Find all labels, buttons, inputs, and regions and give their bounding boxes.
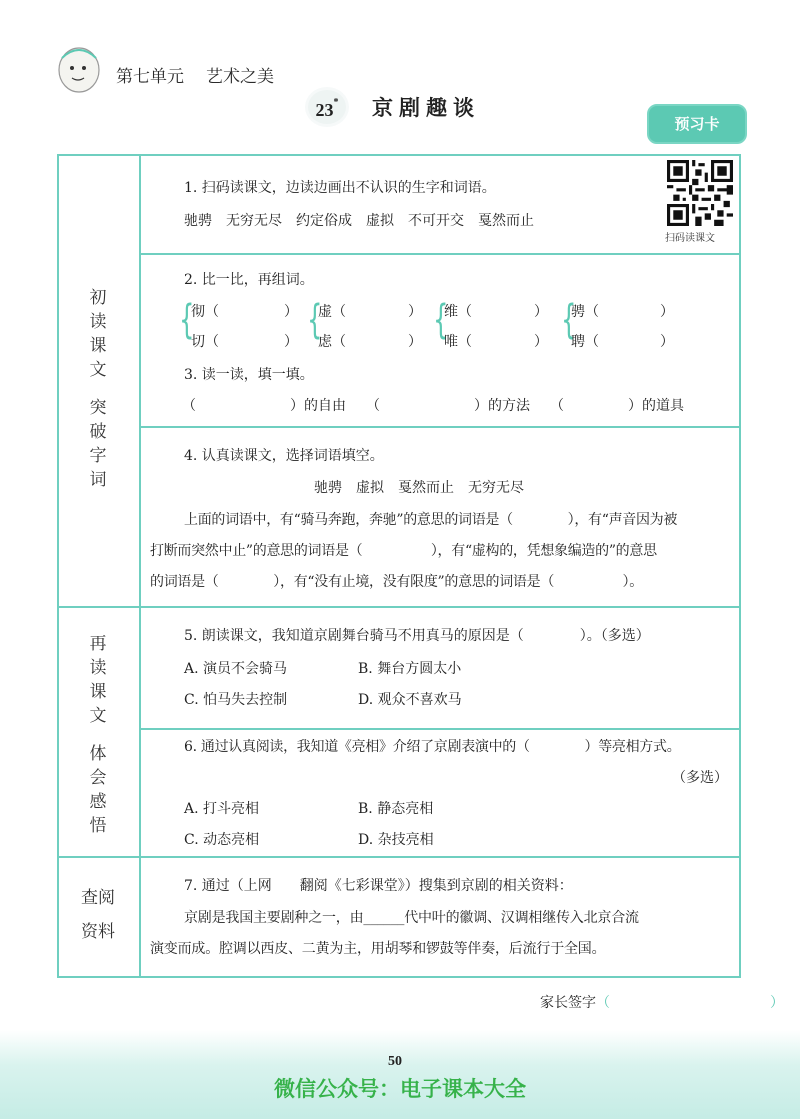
fill-label: ）的自由 [290, 398, 346, 414]
option-a[interactable]: A. 演员不会骑马 [184, 661, 288, 677]
qr-caption: 扫码读课文 [665, 233, 715, 244]
section-second-reading [57, 606, 141, 856]
section-label: 初 读 课 文 突 破 字 词 [89, 288, 107, 490]
fill-label: ）的方法 [474, 398, 530, 414]
close-paren: ） [534, 334, 548, 350]
multi-select-note: （多选） [672, 770, 728, 786]
close-paren: ） [284, 304, 298, 320]
option-d[interactable]: D. 杂技亮相 [358, 832, 434, 848]
compare-char: 聘（ [571, 334, 599, 350]
question-7-line: 演变而成。腔调以西皮、二黄为主，用胡琴和锣鼓等伴奏，后流行于全国。 [150, 941, 606, 957]
divider [57, 856, 741, 858]
section-first-reading [57, 154, 141, 606]
fill-label: ）的道具 [628, 398, 684, 414]
fill-blank[interactable]: （ [550, 398, 564, 414]
footer-wechat: 微信公众号：电子课本大全 [274, 1077, 526, 1101]
question-4-line: 打断而突然中止”的意思的词语是（ ），有“虚构的，凭想象编造的”的意思 [150, 543, 657, 559]
close-paren: ） [660, 334, 674, 350]
question-4-words: 驰骋 虚拟 戛然而止 无穷无尽 [314, 480, 524, 496]
lesson-number: 23* [308, 90, 346, 124]
option-b[interactable]: B. 舞台方圆太小 [358, 661, 462, 677]
section-label: 查阅 资料 [81, 888, 115, 942]
compare-char: 虑（ [318, 334, 346, 350]
option-c[interactable]: C. 动态亮相 [184, 832, 260, 848]
question-2-prompt: 2. 比一比，再组词。 [184, 272, 314, 288]
qr-code-icon[interactable] [667, 160, 733, 226]
compare-char: 切（ [191, 334, 219, 350]
question-6-prompt: 6. 通过认真阅读，我知道《亮相》介绍了京剧表演中的（ ）等亮相方式。 [184, 739, 681, 755]
question-7-prompt: 7. 通过（上网 翻阅《七彩课堂》）搜集到京剧的相关资料： [184, 878, 573, 894]
option-c[interactable]: C. 怕马失去控制 [184, 692, 288, 708]
section-research [57, 856, 141, 978]
option-a[interactable]: A. 打斗亮相 [184, 801, 260, 817]
question-4-prompt: 4. 认真读课文，选择词语填空。 [184, 448, 384, 464]
compare-char: 骋（ [571, 304, 599, 320]
brace-icon: { [561, 297, 577, 343]
brace-icon: { [179, 297, 195, 343]
fill-blank[interactable]: （ [182, 398, 196, 414]
lesson-title: 京剧趣谈 [372, 95, 480, 120]
question-4-line: 的词语是（ ），有“没有止境，没有限度”的意思的词语是（ ）。 [150, 574, 643, 590]
question-7-line: 京剧是我国主要剧种之一，由______代中叶的徽调、汉调相继传入北京合流 [184, 910, 639, 926]
divider [57, 606, 741, 608]
close-paren: ） [408, 334, 422, 350]
divider [141, 426, 741, 428]
option-d[interactable]: D. 观众不喜欢马 [358, 692, 462, 708]
question-4-line: 上面的词语中，有“骑马奔跑，奔驰”的意思的词语是（ ），有“声音因为被 [184, 512, 678, 528]
mascot-icon [52, 40, 106, 94]
unit-heading [116, 62, 296, 87]
compare-char: 维（ [444, 304, 472, 320]
question-3-prompt: 3. 读一读，填一填。 [184, 367, 314, 383]
unit-theme: 艺术之美 [206, 67, 274, 87]
question-5-prompt: 5. 朗读课文，我知道京剧舞台骑马不用真马的原因是（ ）。（多选） [184, 628, 650, 644]
preview-card-tag: 预习卡 [647, 104, 747, 144]
compare-char: 虚（ [318, 304, 346, 320]
compare-char: 唯（ [444, 334, 472, 350]
page-number: 50 [388, 1054, 402, 1069]
close-paren: ） [284, 334, 298, 350]
question-1-prompt: 1. 扫码读课文，边读边画出不认识的生字和词语。 [184, 180, 496, 196]
question-1-words: 驰骋 无穷无尽 约定俗成 虚拟 不可开交 戛然而止 [184, 213, 534, 229]
option-b[interactable]: B. 静态亮相 [358, 801, 434, 817]
close-paren: ） [534, 304, 548, 320]
compare-char: 彻（ [191, 304, 219, 320]
fill-blank[interactable]: （ [366, 398, 380, 414]
divider [141, 253, 741, 255]
divider [141, 728, 741, 730]
section-label: 再 读 课 文 体 会 感 悟 [89, 634, 107, 836]
close-paren: ） [660, 304, 674, 320]
worksheet-frame [57, 154, 741, 978]
brace-icon: { [433, 297, 449, 343]
parent-signature[interactable]: 家长签字（ ） [540, 995, 784, 1011]
unit-label: 第七单元 [116, 67, 184, 87]
close-paren: ） [408, 304, 422, 320]
brace-icon: { [307, 297, 323, 343]
